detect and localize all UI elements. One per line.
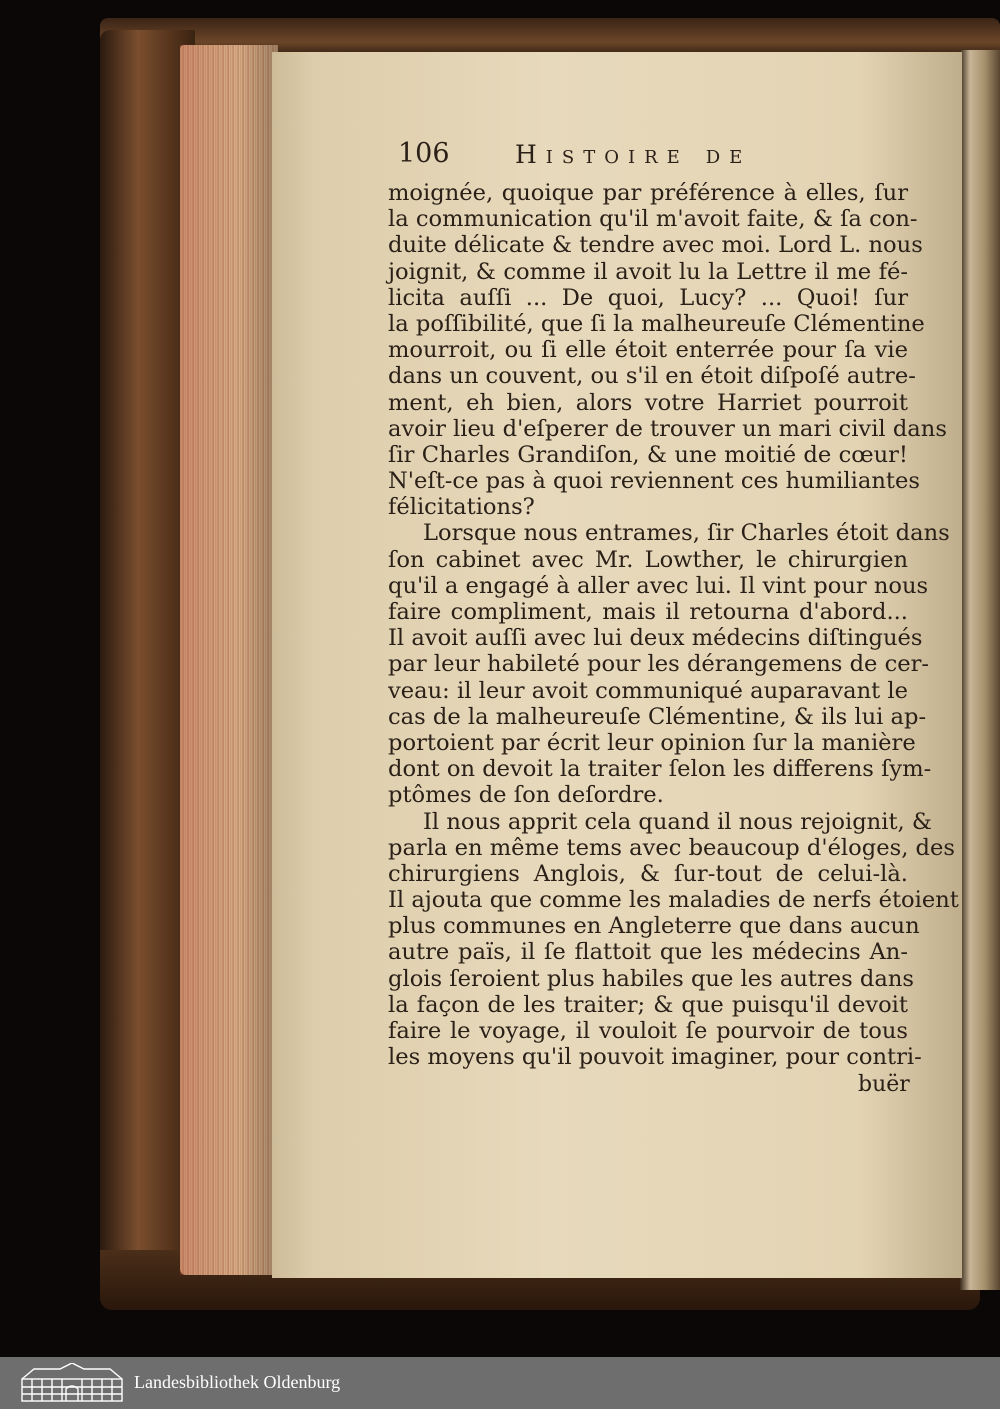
text-line: chirurgiens Anglois, & ſur-tout de celui-là. [388,860,908,887]
text-line: faire compliment, mais il retourna d'abord... [388,599,908,625]
text-line: la communication qu'il m'avoit faite, & ſa con- [388,206,918,233]
text-line: autre païs, il ſe flattoit que les médecins An- [388,939,908,966]
text-line: par leur habileté pour les dérangemens de cer- [388,651,930,678]
text-line: dans un couvent, ou s'il en étoit diſpoſé autre- [388,363,916,390]
library-name: Landesbibliothek Oldenburg [134,1372,341,1392]
text-line: veau: il leur avoit communiqué auparavant le [388,677,908,704]
running-head: Histoire de [515,140,752,169]
text-line: moignée, quoique par préférence à elles, ſur [388,180,908,206]
text-line: plus communes en Angleterre que dans aucun [388,913,920,940]
text-line: N'eſt-ce pas à quoi reviennent ces humiliantes [388,468,920,495]
text-line: parla en même tems avec beaucoup d'éloges, des [388,834,955,861]
text-line: Il avoit auſſi avec lui deux médecins diſtingués [388,625,923,652]
catchword: buër [858,1072,910,1097]
text-line: faire le voyage, il vouloit ſe pourvoir de tous [388,1018,908,1044]
text-line: cas de la malheureuſe Clémentine, & ils lui ap- [388,703,927,730]
text-line: glois ſeroient plus habiles que les autres dans [388,965,915,992]
footer-bar [0,1357,1000,1409]
text-line: portoient par écrit leur opinion ſur la manière [388,729,916,756]
text-line: la poſſibilité, que ſi la malheureuſe Clémentine [388,310,925,337]
text-line: ſir Charles Grandiſon, & une moitié de cœur! [388,441,908,468]
text-line: Il nous apprit cela quand il nous rejoignit, & [423,808,932,835]
page-number: 106 [398,138,450,169]
text-line: avoir lieu d'eſperer de trouver un mari civil dans [388,415,947,442]
text-line: la façon de les traiter; & que puisqu'il devoit [388,991,908,1018]
text-line: Il ajouta que comme les maladies de nerfs étoient [388,887,959,914]
page-stack-edge [180,45,278,1275]
text-line: qu'il a engagé à aller avec lui. Il vint pour nous [388,572,929,599]
library-building-icon [20,1363,124,1403]
text-line: ſon cabinet avec Mr. Lowther, le chirurgien [388,546,908,573]
text-line: dont on devoit la traiter ſelon les differens ſym- [388,756,932,783]
text-line: les moyens qu'il pouvoit imaginer, pour contri- [388,1044,922,1071]
text-line: félicitations? [388,494,535,521]
text-line: ment, eh bien, alors votre Harriet pourroit [388,389,908,416]
text-line: duite délicate & tendre avec moi. Lord L. nous [388,232,923,259]
facing-page-edge [960,50,1000,1290]
text-line: joignit, & comme il avoit lu la Lettre il me fé- [388,258,908,285]
text-line: Lorsque nous entrames, ſir Charles étoit dans [423,520,950,547]
text-line: licita auſſi ... De quoi, Lucy? ... Quoi! ſur [388,284,908,311]
text-line: ptômes de ſon deſordre. [388,782,664,809]
text-line: mourroit, ou ſi elle étoit enterrée pour ſa vie [388,337,908,364]
page-body-text [388,180,959,1071]
page-header [398,138,908,172]
